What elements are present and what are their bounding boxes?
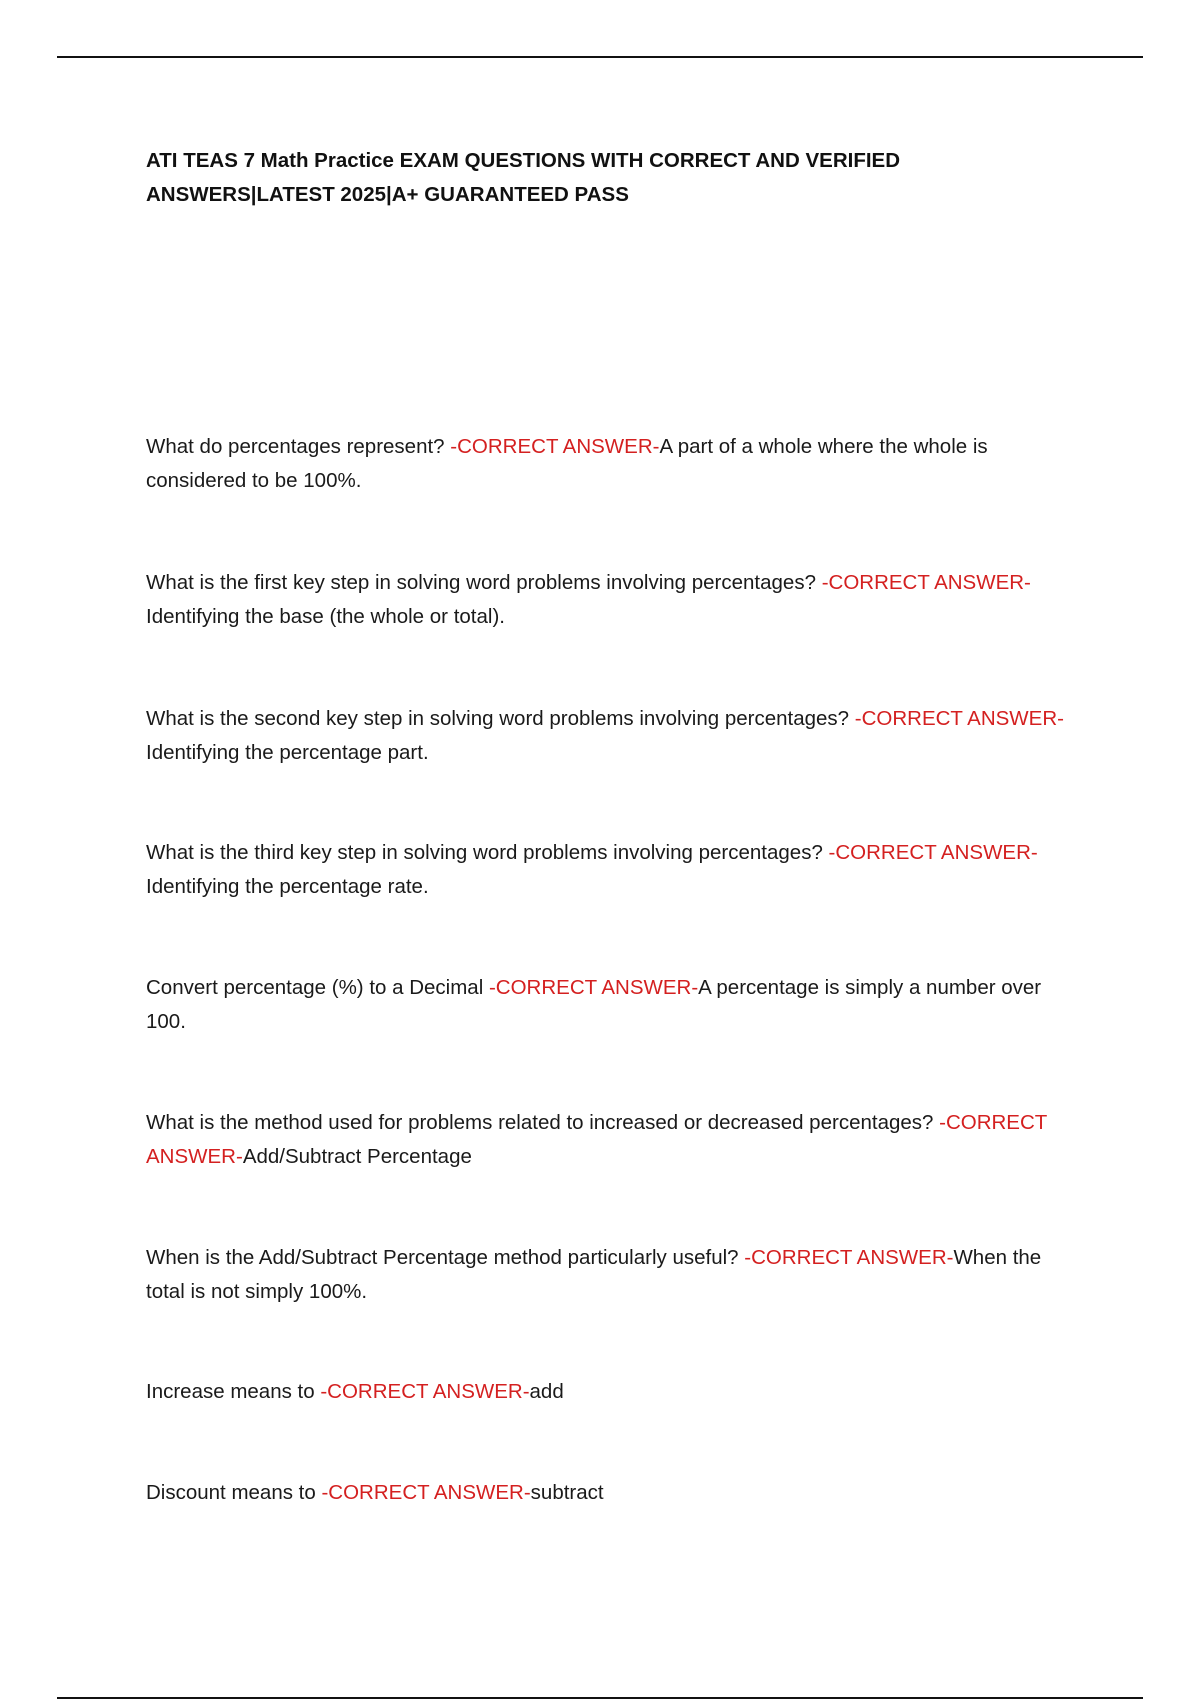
header-rule xyxy=(57,56,1143,58)
answer-text: subtract xyxy=(530,1481,604,1504)
correct-answer-marker: -CORRECT ANSWER- xyxy=(320,1380,530,1403)
document-title: ATI TEAS 7 Math Practice EXAM QUESTIONS WITH CORRECT AND VERIFIED ANSWERS|LATEST 2025|A+ GUARANTEED PASS xyxy=(146,149,901,206)
qa-item-6 xyxy=(146,1106,1076,1174)
answer-text: When the total is not simply 100%. xyxy=(146,1246,1042,1303)
footer-rule xyxy=(57,1697,1143,1699)
answer-text: Identifying the base (the whole or total). xyxy=(146,605,505,628)
correct-answer-marker: -CORRECT ANSWER- xyxy=(828,841,1038,864)
answer-text: Add/Subtract Percentage xyxy=(242,1145,472,1168)
qa-item-5 xyxy=(146,971,1076,1039)
question-text: What is the third key step in solving word problems involving percentages? xyxy=(146,841,829,864)
question-text: Increase means to xyxy=(146,1380,321,1403)
correct-answer-marker: -CORRECT ANSWER- xyxy=(321,1481,531,1504)
answer-text: A percentage is simply a number over 100. xyxy=(146,976,1042,1033)
qa-item-9 xyxy=(146,1476,1076,1510)
qa-item-8 xyxy=(146,1375,1076,1409)
correct-answer-marker: -CORRECT ANSWER- xyxy=(854,707,1064,730)
qa-item-4 xyxy=(146,836,1076,904)
qa-item-1 xyxy=(146,430,1076,498)
correct-answer-marker: -CORRECT ANSWER- xyxy=(821,571,1031,594)
answer-text: Identifying the percentage part. xyxy=(146,741,429,764)
correct-answer-marker: -CORRECT ANSWER- xyxy=(488,976,699,999)
qa-item-2 xyxy=(146,566,1076,634)
question-text: What is the method used for problems related to increased or decreased percentages? xyxy=(146,1111,940,1134)
question-text: What do percentages represent? xyxy=(146,435,451,458)
question-text: Convert percentage (%) to a Decimal xyxy=(146,976,489,999)
correct-answer-marker: -CORRECT ANSWER- xyxy=(744,1246,954,1269)
correct-answer-marker: -CORRECT ANSWER- xyxy=(146,1111,1047,1168)
answer-text: Identifying the percentage rate. xyxy=(146,875,429,898)
correct-answer-marker: -CORRECT ANSWER- xyxy=(450,435,660,458)
question-text: What is the first key step in solving word problems involving percentages? xyxy=(146,571,822,594)
answer-text: add xyxy=(529,1380,564,1403)
question-text: What is the second key step in solving word problems involving percentages? xyxy=(146,707,855,730)
qa-item-3 xyxy=(146,702,1076,770)
answer-text: A part of a whole where the whole is considered to be 100%. xyxy=(146,435,988,492)
question-text: When is the Add/Subtract Percentage method particularly useful? xyxy=(146,1246,745,1269)
question-text: Discount means to xyxy=(146,1481,322,1504)
qa-item-7 xyxy=(146,1241,1076,1309)
